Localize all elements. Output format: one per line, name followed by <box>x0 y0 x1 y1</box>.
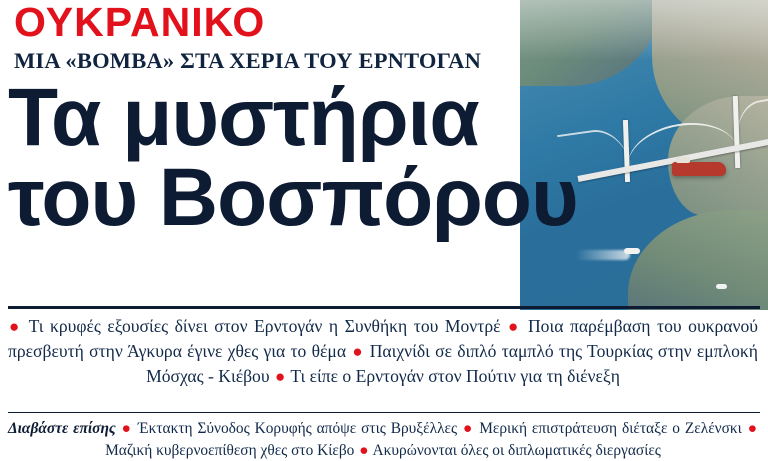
deck-bullets <box>8 314 758 389</box>
small-boat <box>624 248 640 254</box>
kicker: ΟΥΚΡΑΝΙΚΟ <box>14 0 266 45</box>
deck-bullet-2: Ποια παρέμβαση του ουκρανού πρεσβευτή στην Άγκυρα έγινε χθες για το θέμα <box>8 316 758 361</box>
bullet-dot-icon: ● <box>9 317 22 336</box>
bullet-dot-icon: ● <box>359 441 369 459</box>
bullet-dot-icon: ● <box>121 420 132 437</box>
also-read-label: Διαβάστε επίσης <box>8 420 116 437</box>
sub-kicker: ΜΙΑ «ΒΟΜΒΑ» ΣΤΑ ΧΕΡΙΑ ΤΟΥ ΕΡΝΤΟΓΑΝ <box>14 48 482 73</box>
also-read-strip <box>8 418 758 461</box>
boat-wake <box>576 250 630 260</box>
divider-thick <box>8 306 760 309</box>
also-read-item-1: Έκτακτη Σύνοδος Κορυφής απόψε στις Βρυξέλλες <box>137 420 458 437</box>
bullet-dot-icon: ● <box>463 420 474 437</box>
bullet-dot-icon: ● <box>747 420 757 437</box>
bullet-dot-icon: ● <box>352 341 364 361</box>
headline-line-2: του Βοσπόρου <box>8 151 578 243</box>
bullet-dot-icon: ● <box>508 317 521 336</box>
also-read-item-2: Μερική επιστράτευση διέταξε ο Ζελένσκι <box>479 420 742 437</box>
deck-bullet-1: Τι κρυφές εξουσίες δίνει στον Ερντογάν η Συνθήκη του Μοντρέ <box>28 316 501 336</box>
sky-haze <box>520 0 768 60</box>
divider-thin <box>8 412 760 413</box>
bullet-dot-icon: ● <box>274 366 286 386</box>
cargo-ship <box>672 162 726 176</box>
deck-bullet-4: Τι είπε ο Ερντογάν στον Πούτιν για τη διένεξη <box>290 365 620 386</box>
also-read-item-4: Ακυρώνονται όλες οι διπλωματικές διεργασίες <box>372 441 661 459</box>
also-read-item-3: Μαζική κυβερνοεπίθεση χθες στο Κίεβο <box>105 441 355 459</box>
headline-line-1: Τα μυστήρια <box>8 72 479 163</box>
page-title <box>8 72 578 243</box>
deck-bullet-3: Παιχνίδι σε διπλό ταμπλό της Τουρκίας στην εμπλοκή Μόσχας - Κιέβου <box>146 340 758 386</box>
small-boat-secondary <box>716 284 727 289</box>
